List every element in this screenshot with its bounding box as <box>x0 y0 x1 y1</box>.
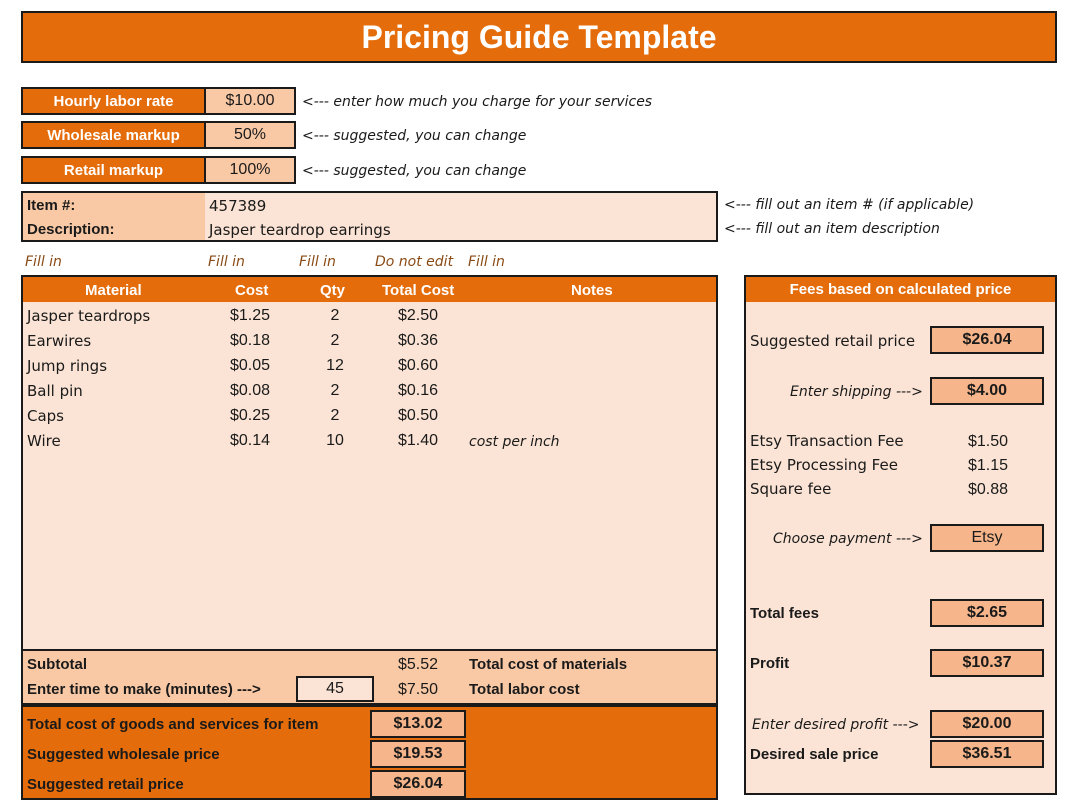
total-cost-value: $13.02 <box>370 710 466 738</box>
fill-hint-material: Fill in <box>25 254 62 270</box>
desired-profit-input[interactable]: $20.00 <box>930 710 1044 738</box>
labor-desc: Total labor cost <box>469 681 580 698</box>
etsy-transaction-label: Etsy Transaction Fee <box>750 432 904 450</box>
table-row <box>23 379 716 404</box>
table-row <box>23 404 716 429</box>
hourly-rate-input[interactable]: $10.00 <box>204 87 296 115</box>
wholesale-price-label: Suggested wholesale price <box>27 746 220 763</box>
qty-cell[interactable]: 2 <box>330 382 340 399</box>
item-info-block <box>21 191 718 242</box>
material-cell[interactable]: Caps <box>27 407 65 425</box>
fees-panel <box>744 275 1057 795</box>
labor-value: $7.50 <box>398 681 439 698</box>
total-cost-label: Total cost of goods and services for item <box>27 716 319 733</box>
etsy-processing-label: Etsy Processing Fee <box>750 456 898 474</box>
total-fees-value: $2.65 <box>930 599 1044 627</box>
total-fees-label: Total fees <box>750 605 819 622</box>
retail-price-label: Suggested retail price <box>27 776 184 793</box>
col-cost: Cost <box>235 282 269 299</box>
fill-hint-notes: Fill in <box>468 254 505 270</box>
wholesale-price-value: $19.53 <box>370 740 466 768</box>
table-row <box>23 304 716 329</box>
payment-label: Choose payment ---> <box>773 531 923 547</box>
square-fee-label: Square fee <box>750 480 832 498</box>
table-row <box>23 429 716 454</box>
retail-markup-input[interactable]: 100% <box>204 156 296 184</box>
qty-cell[interactable]: 2 <box>330 332 340 349</box>
fill-hint-qty: Fill in <box>299 254 336 270</box>
materials-table <box>21 275 718 651</box>
qty-cell[interactable]: 2 <box>330 307 340 324</box>
shipping-input[interactable]: $4.00 <box>930 377 1044 405</box>
fill-hint-total: Do not edit <box>375 254 454 270</box>
page-title: Pricing Guide Template <box>361 18 717 55</box>
cost-cell[interactable]: $0.05 <box>230 357 271 374</box>
material-cell[interactable]: Wire <box>27 432 61 450</box>
total-cell[interactable]: $0.36 <box>398 332 439 349</box>
total-cell[interactable]: $0.50 <box>398 407 439 424</box>
material-cell[interactable]: Jasper teardrops <box>27 307 151 325</box>
table-row <box>23 354 716 379</box>
material-cell[interactable]: Ball pin <box>27 382 83 400</box>
time-label: Enter time to make (minutes) ---> <box>27 681 261 698</box>
desired-sale-value: $36.51 <box>930 740 1044 768</box>
item-number-field[interactable]: 457389 <box>209 197 267 215</box>
total-cell[interactable]: $2.50 <box>398 307 439 324</box>
fill-hint-cost: Fill in <box>208 254 245 270</box>
hourly-rate-note: <--- enter how much you charge for your services <box>302 94 653 110</box>
square-fee-value: $0.88 <box>968 481 1009 498</box>
qty-cell[interactable]: 10 <box>326 432 344 449</box>
subtotal-desc: Total cost of materials <box>469 656 628 673</box>
materials-rows <box>23 304 716 464</box>
profit-value: $10.37 <box>930 649 1044 677</box>
wholesale-markup-note: <--- suggested, you can change <box>302 128 527 144</box>
qty-cell[interactable]: 12 <box>326 357 344 374</box>
col-total-cost: Total Cost <box>382 282 455 299</box>
item-description-field[interactable]: Jasper teardrop earrings <box>209 221 391 239</box>
subtotal-value: $5.52 <box>398 656 439 673</box>
desired-profit-label: Enter desired profit ---> <box>752 717 920 733</box>
qty-cell[interactable]: 2 <box>330 407 340 424</box>
retail-markup-note: <--- suggested, you can change <box>302 163 527 179</box>
material-cell[interactable]: Earwires <box>27 332 92 350</box>
item-description-label: Description: <box>27 221 115 238</box>
table-row <box>23 329 716 354</box>
col-material: Material <box>85 282 142 299</box>
time-input[interactable]: 45 <box>296 676 374 702</box>
etsy-transaction-value: $1.50 <box>968 433 1009 450</box>
cost-cell[interactable]: $0.18 <box>230 332 271 349</box>
col-notes: Notes <box>571 282 613 299</box>
shipping-label: Enter shipping ---> <box>790 384 923 400</box>
payment-select[interactable]: Etsy <box>930 524 1044 552</box>
fees-header: Fees based on calculated price <box>746 277 1055 302</box>
wholesale-markup-label: Wholesale markup <box>21 121 206 149</box>
etsy-processing-value: $1.15 <box>968 457 1009 474</box>
totals-block <box>21 705 718 800</box>
title-banner <box>21 11 1057 63</box>
retail-markup-label: Retail markup <box>21 156 206 184</box>
cost-cell[interactable]: $1.25 <box>230 307 271 324</box>
notes-cell[interactable]: cost per inch <box>469 434 560 450</box>
subtotal-label: Subtotal <box>27 656 87 673</box>
item-number-label: Item #: <box>27 197 76 214</box>
total-cell[interactable]: $0.60 <box>398 357 439 374</box>
item-description-note: <--- fill out an item description <box>724 221 940 237</box>
total-cell[interactable]: $1.40 <box>398 432 439 449</box>
profit-label: Profit <box>750 655 790 672</box>
suggested-retail-label: Suggested retail price <box>750 332 916 350</box>
cost-cell[interactable]: $0.25 <box>230 407 271 424</box>
cost-cell[interactable]: $0.14 <box>230 432 271 449</box>
cost-cell[interactable]: $0.08 <box>230 382 271 399</box>
total-cell[interactable]: $0.16 <box>398 382 439 399</box>
suggested-retail-value: $26.04 <box>930 326 1044 354</box>
retail-price-value: $26.04 <box>370 770 466 798</box>
item-number-note: <--- fill out an item # (if applicable) <box>724 197 975 213</box>
summary-block <box>21 649 718 705</box>
wholesale-markup-input[interactable]: 50% <box>204 121 296 149</box>
col-qty: Qty <box>320 282 346 299</box>
hourly-rate-label: Hourly labor rate <box>21 87 206 115</box>
materials-header <box>23 277 716 302</box>
material-cell[interactable]: Jump rings <box>27 357 108 375</box>
desired-sale-label: Desired sale price <box>750 746 879 763</box>
